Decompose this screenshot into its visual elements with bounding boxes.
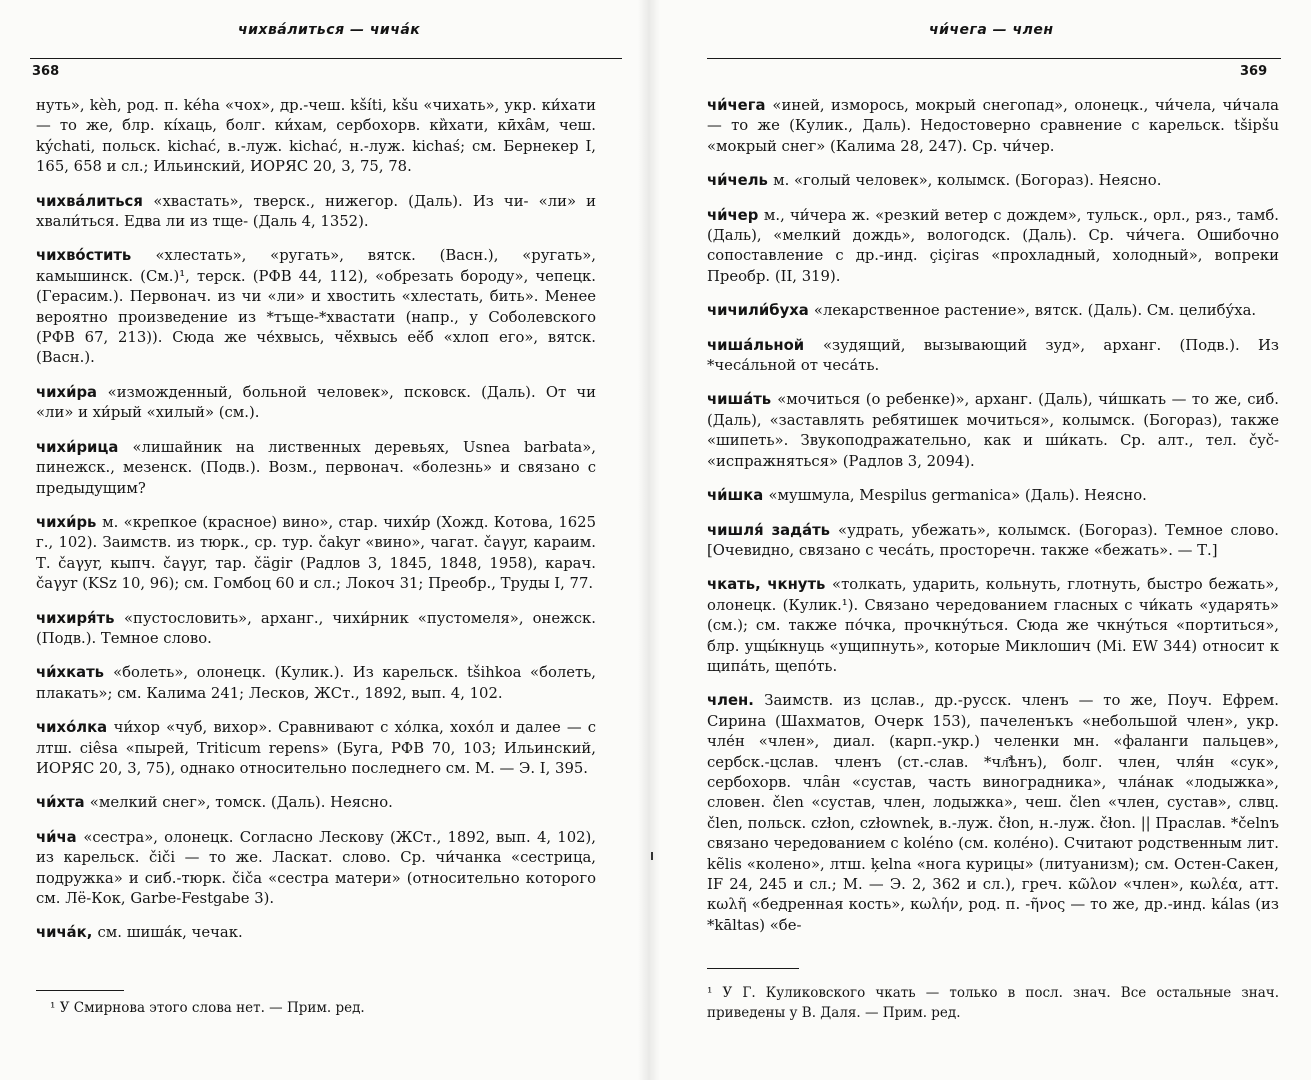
entry-text: «толкать, ударить, кольнуть, глотнуть, быстро бежать», олонецк. (Кулик.¹). Связано чередованием гласных с чи́кать «ударять» (см.); см. также по́чка, прочкну́ться. Сюда же чкну́ться «портиться», блр. ущы́кнуць «ущипнуть», которые Миклошич (Mi. EW 344) относит к щипа́ть, щепо́ть. [707, 576, 1279, 675]
right-footnote: ¹ У Г. Куликовского чкать — только в посл. знач. Все остальные знач. приведены у В. Даля. — Прим. ред. [707, 985, 1279, 1021]
entry-headword: чишля́ зада́ть [707, 521, 831, 539]
entry-text: см. шиша́к, чечак. [97, 924, 243, 942]
dictionary-entry [36, 192, 596, 233]
right-header-rule [707, 58, 1281, 59]
dictionary-entry [707, 336, 1279, 377]
dictionary-entry [707, 96, 1279, 157]
right-footnote-rule [707, 968, 799, 969]
entry-text: «лишайник на лиственных деревьях, Usnea barbata», пинежск., мезенск. (Подв.). Возм., первонач. «болезнь» и связано с предыдущим? [36, 438, 597, 497]
entry-headword: чи́хкать [36, 664, 105, 682]
entry-headword: чи́чель [707, 172, 768, 190]
entry-headword: чихво́стить [36, 247, 132, 265]
right-entries-column [707, 96, 1279, 950]
dictionary-entry [36, 96, 596, 178]
entry-headword: чихи́рь [36, 513, 97, 531]
dictionary-entry [36, 609, 596, 650]
dictionary-entry [36, 513, 596, 595]
entry-text: «хлестать», «ругать», вятск. (Васн.), «ругать», камышинск. (См.)¹, терск. (РФВ 44, 112), «обрезать бороду», чепецк. (Герасим.). Первонач. из чи «ли» и хвостить «хлестать, бить». Менее вероятно произведение из *тъще-*хвастати (напр., у Соболевского (РФВ 67, 213)). Сюда же че́хвысь, чё́хвысь её́б «хлоп его», вятск. (Васн.). [36, 247, 596, 367]
entry-text: «пустословить», арханг., чихи́рник «пустомеля», онежск. (Подв.). Темное слово. [36, 609, 596, 647]
left-header-rule [30, 58, 622, 59]
dictionary-entry [36, 663, 596, 704]
entry-text: «иней, изморось, мокрый снегопад», олонецк., чи́чела, чи́чала — то же (Кулик., Даль). Недостоверно сравнение с карельск. tšipšu «мокрый снег» (Калима 28, 247). Ср. чи́чер. [707, 97, 1279, 155]
dictionary-entry [707, 521, 1279, 562]
dictionary-entry [707, 486, 1279, 506]
entry-text: «болеть», олонецк. (Кулик.). Из карельск. tšihkoa «болеть, плакать»; см. Калима 241; Лесков, ЖСт., 1892, вып. 4, 102. [36, 664, 597, 702]
dictionary-entry [36, 923, 596, 943]
dictionary-entry [707, 301, 1279, 321]
entry-headword: чича́к, [36, 924, 93, 942]
entry-text: «изможденный, больной человек», псковск. (Даль). От чи «ли» и хи́рый «хилый» (см.). [36, 383, 596, 422]
entry-headword: член. [707, 692, 754, 710]
entry-text: «удрать, убежать», колымск. (Богораз). Темное слово. [Очевидно, связано с чеса́ть, просторечн. также «бежать». — Т.] [707, 521, 1279, 559]
left-page-number: 368 [32, 64, 60, 79]
dictionary-entry [707, 206, 1279, 288]
dictionary-entry [36, 246, 596, 368]
entry-headword: чичили́буха [707, 302, 809, 320]
entry-headword: чихи́ра [36, 383, 98, 401]
entry-text: «мелкий снег», томск. (Даль). Неясно. [89, 794, 393, 812]
entry-text: «сестра», олонецк. Согласно Лескову (ЖСт., 1892, вып. 4, 102), из карельск. čiči — то же. Ласкат. слово. Ср. чи́чанка «сестрица, подружка» и сиб.-тюрк. čiča «сестра матери» (относительно которого см. Лё-Кок, Garbe-Festgabe 3). [36, 828, 596, 907]
dictionary-entry [36, 828, 596, 910]
left-footnote-rule [36, 990, 124, 991]
dictionary-entry [707, 575, 1279, 677]
entry-text: м., чи́чера ж. «резкий ветер с дождем», тульск., орл., ряз., тамб. (Даль), «мелкий дождь», вологодск. (Даль). Ср. чи́чега. Ошибочно сопоставление с др.-инд. çiçiras «прохладный, холодный», вопреки Преобр. (II, 319). [707, 206, 1279, 285]
entry-headword: чи́чега [707, 97, 766, 114]
entry-text: чи́хор «чуб, вихор». Сравнивают с хо́лка, хохо́л и далее — с лтш. ciêsa «пырей, Triticum repens» (Буга, РФВ 70, 103; Ильинский, ИОРЯС 20, 3, 75), однако относительно последнего см. М. — Э. I, 395. [36, 719, 596, 777]
dictionary-entry [36, 718, 596, 779]
dictionary-entry [707, 390, 1279, 472]
entry-text: м. «крепкое (красное) вино», стар. чихи́р (Хожд. Котова, 1625 г., 102). Заимств. из тюрк., ср. тур. čakyr «вино», чагат. čaγyr, караим. Т. čaγyr, кыпч. čaγyr, тар. čägir (Радлов 3, 1845, 1848, 1958), карач. čaγyr (KSz 10, 96); см. Гомбоц 60 и сл.; Локоч 31; Преобр., Труды I, 77. [36, 513, 597, 593]
entry-text: «мочиться (о ребенке)», арханг. (Даль), чи́шкать — то же, сиб. (Даль), «заставлять ребятишек мочиться», колымск. (Богораз), также «шипеть». Звукоподражательно, как и ши́кать. Ср. алт., тел. čyč- «испражняться» (Радлов 3, 2094). [707, 391, 1279, 470]
entry-headword: чихва́литься [36, 192, 143, 210]
entry-text: «хвастать», тверск., нижегор. (Даль). Из чи- «ли» и хвали́ться. Едва ли из тще- (Даль 4, 1352). [36, 192, 596, 231]
left-running-head: чихва́литься — чича́к [238, 22, 421, 38]
entry-text: нуть», kèh, род. п. kéha «чох», др.-чеш. kšíti, kšu «чихать», укр. ки́хати — то же, блр. кі́хаць, болг. ки́хам, сербохорв. ки̏хати, кӣхȃм, чеш. kýchati, польск. kichać, в.-луж. kichać, н.-луж. kichaś; см. Бернекер I, 165, 658 и сл.; Ильинский, ИОРЯС 20, 3, 75, 78. [36, 97, 596, 176]
entry-text: «лекарственное растение», вятск. (Даль). См. целибу́ха. [813, 302, 1257, 320]
entry-headword: чиша́льной [707, 336, 805, 354]
right-page [655, 0, 1311, 1080]
left-entries-column [36, 96, 596, 958]
entry-text: Заимств. из цслав., др.-русск. членъ — то же, Поуч. Ефрем. Сирина (Шахматов, Очерк 153), пачеленъкъ «небольшой член», укр. чле́н «член», диал. (карп.-укр.) челенки мн. «фаланги пальцев», сербск.-цслав. членъ (ст.-слав. *чл҄ѣнъ), болг. член, чля́н «сук», сербохорв. чла̑н «сустав, часть виноградника», чла́нак «лодыжка», словен. člen «сустав, член, лодыжка», чеш. člen «член, сустав», слвц. člen, польск. człon, człownek, в.-луж. čłon, н.-луж. čłon. || Праслав. *čelnъ связано чередованием с koléno (см. коле́но). Считают родственным лит. kẽlis «колено», лтш. ķelna «нога курицы» (литуанизм); см. Остен-Сакен, IF 24, 245 и сл.; М. — Э. 2, 362 и сл.), греч. κῶλον «член», κωλέα, атт. κωλῆ «бедренная кость», κωλήν, род. п. -ῆνος — то же, др.-инд. kálas (из *kāltas) «бе- [707, 692, 1279, 934]
entry-text: «зудящий, вызывающий зуд», арханг. (Подв.). Из *чеса́льной от чеса́ть. [707, 336, 1279, 375]
dictionary-entry [36, 793, 596, 813]
dictionary-entry [707, 171, 1279, 191]
entry-headword: чи́шка [707, 487, 764, 505]
left-page [0, 0, 640, 1080]
left-footnote: ¹ У Смирнова этого слова нет. — Прим. ред. [50, 1000, 365, 1016]
entry-text: «мушмула, Mespilus germanica» (Даль). Неясно. [768, 487, 1147, 505]
entry-headword: чи́ча [36, 828, 77, 846]
entry-headword: чихо́лка [36, 719, 108, 737]
dictionary-entry [36, 438, 596, 499]
entry-headword: чихиря́ть [36, 609, 115, 627]
entry-headword: чиша́ть [707, 391, 772, 409]
dictionary-entry [707, 691, 1279, 936]
right-page-number: 369 [1240, 64, 1268, 79]
entry-headword: чи́хта [36, 794, 85, 812]
entry-text: м. «голый человек», колымск. (Богораз). Неясно. [773, 172, 1162, 190]
entry-headword: чихи́рица [36, 438, 119, 456]
gutter-mark [651, 852, 653, 860]
dictionary-entry [36, 383, 596, 424]
right-running-head: чи́чега — член [929, 22, 1054, 38]
entry-headword: чи́чер [707, 206, 759, 224]
entry-headword: чкать, чкнуть [707, 576, 826, 594]
